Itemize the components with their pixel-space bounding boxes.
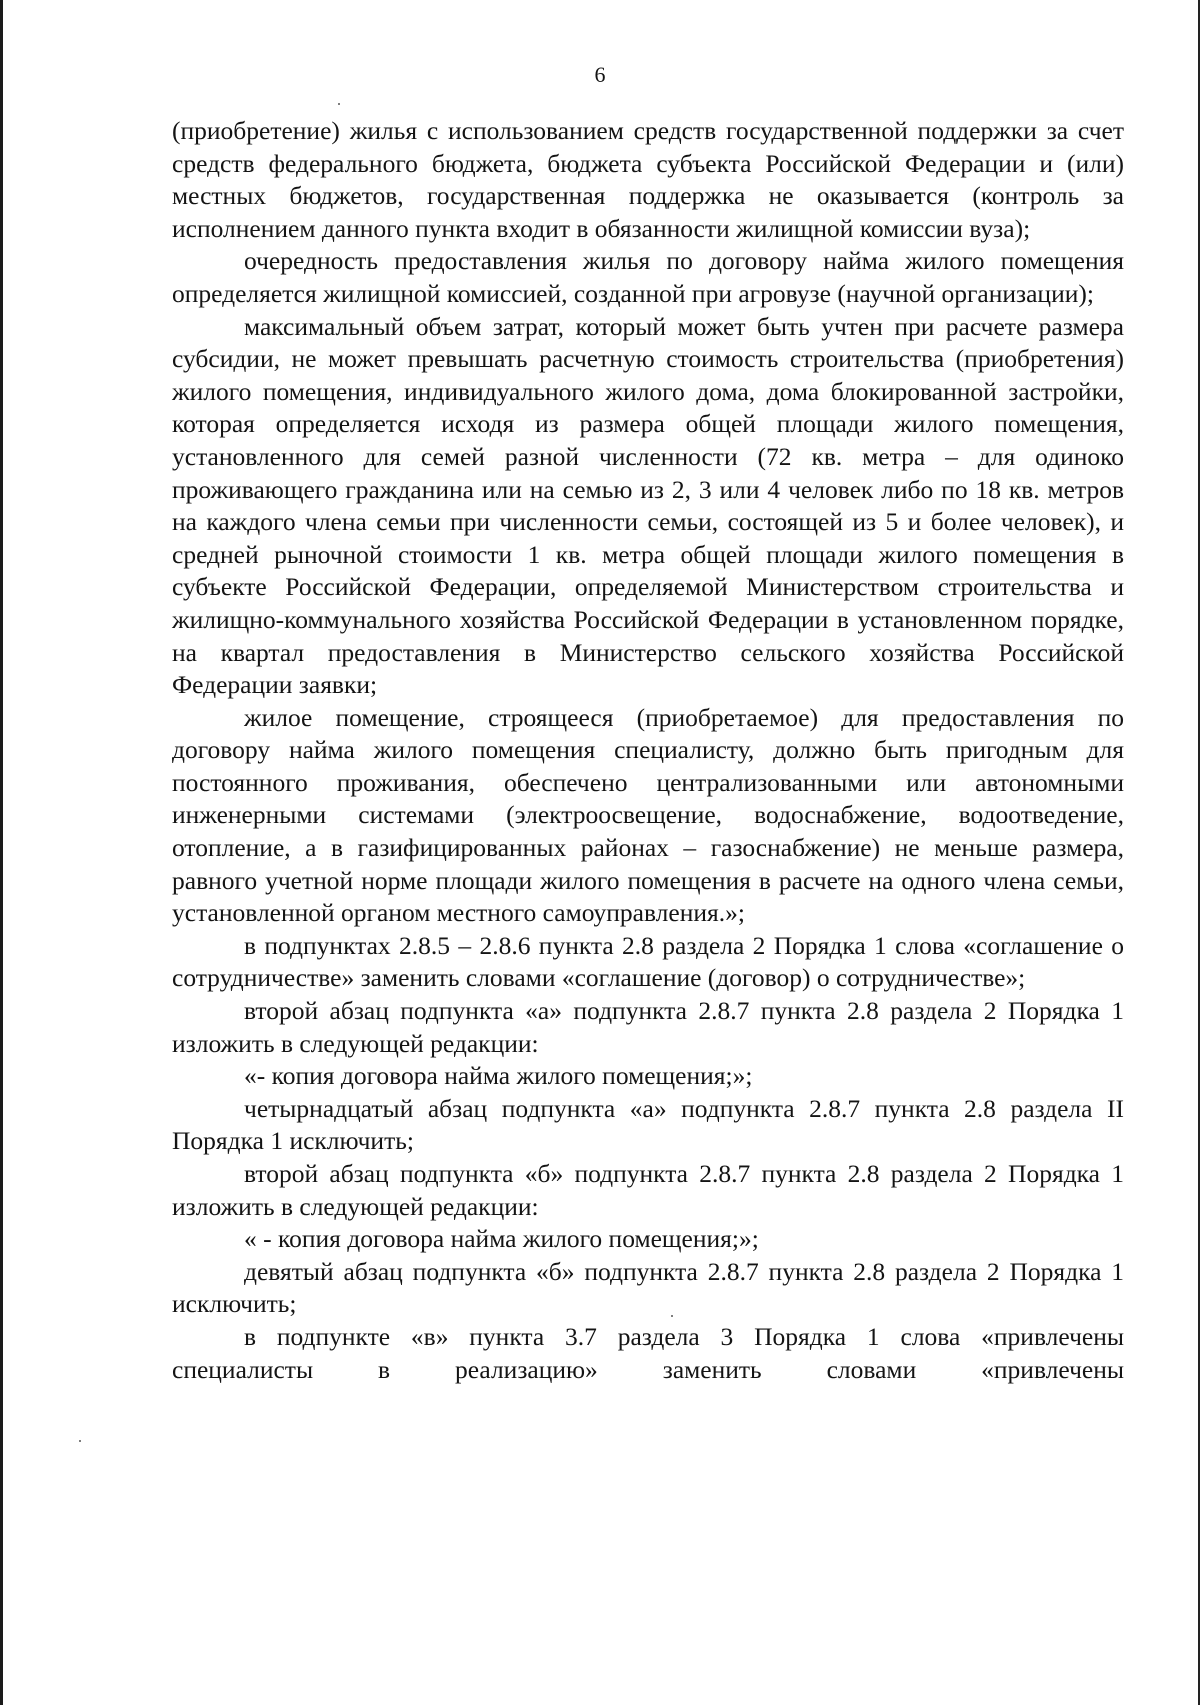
paragraph: девятый абзац подпункта «б» подпункта 2.8.7 пункта 2.8 раздела 2 Порядка 1 исключить; [172, 1256, 1124, 1319]
paragraph: второй абзац подпункта «б» подпункта 2.8.7 пункта 2.8 раздела 2 Порядка 1 изложить в следующей редакции: [172, 1159, 1124, 1221]
paragraph: в подпункте «в» пункта 3.7 раздела 3 Порядка 1 слова «привлечены специалисты в реализацию» заменить словами «привлечены [172, 1321, 1124, 1384]
scan-edge-left [0, 0, 3, 1705]
paragraph: максимальный объем затрат, который может быть учтен при расчете размера субсидии, не может превышать расчетную стоимость строительства (приобретения) жилого помещения, индивидуального жилого дома, дома блокированной застройки, которая определяется исходя из размера общей площади жилого помещения, установленного для семей разной численности (72 кв. метра – для одиноко проживающего гражданина или на семью из 2, 3 или 4 человек либо по 18 кв. метров на каждого члена семьи при численности семьи, состоящей из 5 и более человек), и средней рыночной стоимости 1 кв. метра общей площади жилого помещения в субъекте Российской Федерации, определяемой Министерством строительства и жилищно-коммунального хозяйства Российской Федерации в установленном порядке, на квартал предоставления в Министерство сельского хозяйства Российской Федерации заявки; [172, 311, 1124, 700]
paragraph: (приобретение) жилья с использованием средств государственной поддержки за счет средств федерального бюджета, бюджета субъекта Российской Федерации и (или) местных бюджетов, государственная поддержка не оказывается (контроль за исполнением данного пункта входит в обязанности жилищной комиссии вуза); [172, 116, 1124, 243]
paragraph: очередность предоставления жилья по договору найма жилого помещения определяется жилищной комиссией, созданной при агровузе (научной организации); [172, 246, 1124, 308]
document-body [172, 115, 1124, 1386]
scan-speck [79, 1440, 81, 1442]
scan-speck [338, 103, 340, 105]
paragraph: «- копия договора найма жилого помещения;»; [244, 1061, 753, 1091]
paragraph: жилое помещение, строящееся (приобретаемое) для предоставления по договору найма жилого помещения специалисту, должно быть пригодным для постоянного проживания, обеспечено централизованными или автономными инженерными системами (электроосвещение, водоснабжение, водоотведение, отопление, а в газифицированных районах – газоснабжение) не меньше размера, равного учетной норме площади жилого помещения в расчете на одного члена семьи, установленной органом местного самоуправления.»; [172, 702, 1124, 928]
paragraph: второй абзац подпункта «а» подпункта 2.8.7 пункта 2.8 раздела 2 Порядка 1 изложить в следующей редакции: [172, 996, 1124, 1058]
paragraph: в подпунктах 2.8.5 – 2.8.6 пункта 2.8 раздела 2 Порядка 1 слова «соглашение о сотрудничестве» заменить словами «соглашение (договор) о сотрудничестве»; [172, 930, 1124, 993]
page-number: 6 [594, 62, 606, 87]
paragraph: « - копия договора найма жилого помещения;»; [244, 1224, 759, 1254]
paragraph: четырнадцатый абзац подпункта «а» подпункта 2.8.7 пункта 2.8 раздела II Порядка 1 исключить; [172, 1093, 1124, 1156]
